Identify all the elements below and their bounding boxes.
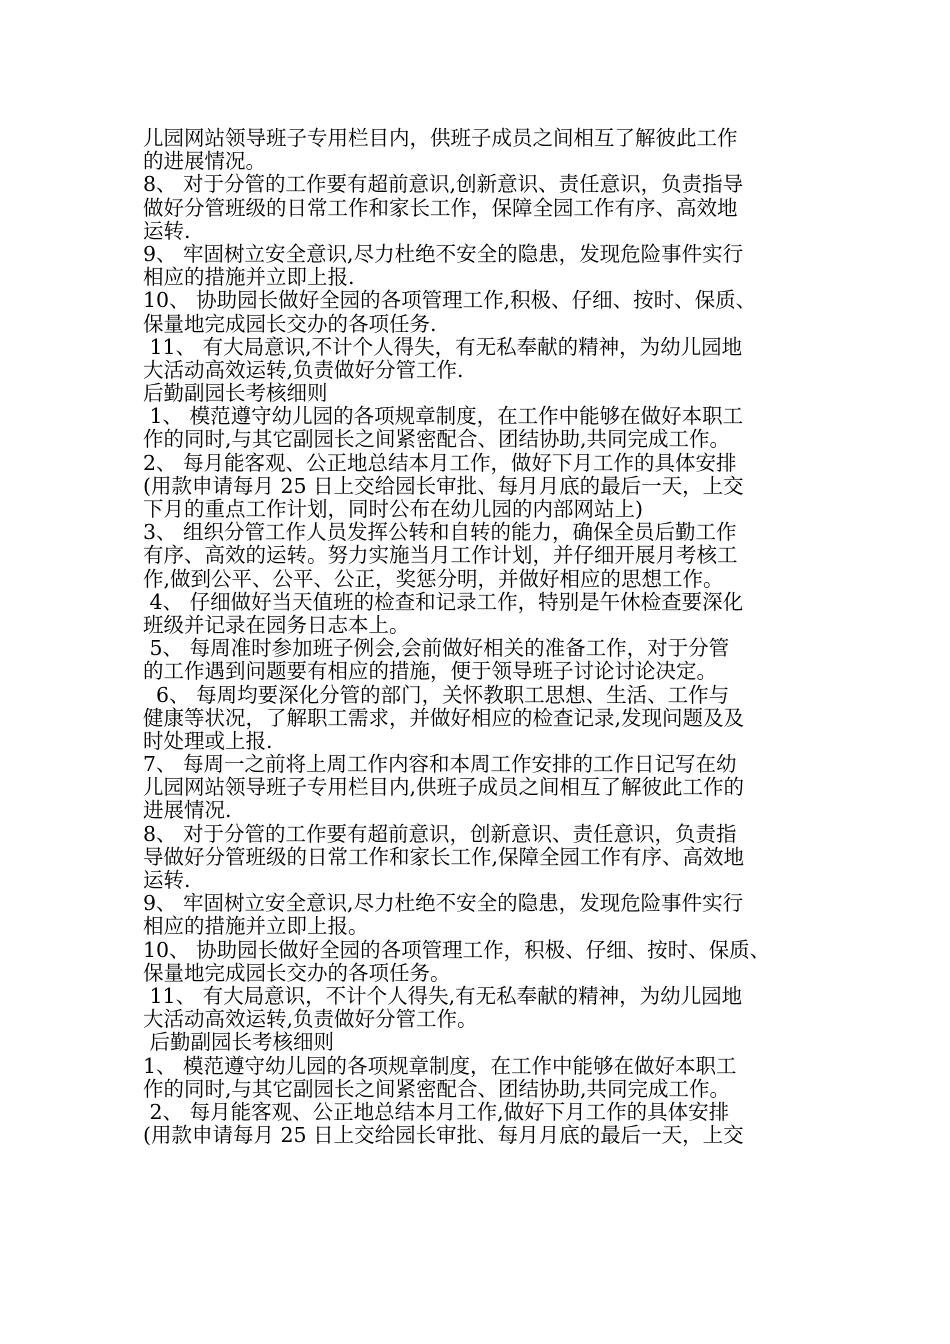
text-line: 作,做到公平、公平、公正，奖惩分明，并做好相应的思想工作。 bbox=[143, 566, 724, 591]
text-line: 6、 每周均要深化分管的部门，关怀教职工思想、生活、工作与 bbox=[143, 682, 730, 707]
text-line: 11、 有大局意识，不计个人得失,有无私奉献的精神，为幼儿园地 bbox=[143, 983, 743, 1008]
text-line: 5、 每周准时参加班子例会,会前做好相关的准备工作，对于分管 bbox=[143, 636, 730, 661]
text-line: 保量地完成园长交办的各项任务. bbox=[143, 311, 437, 336]
text-line: (用款申请每月 25 日上交给园长审批、每月月底的最后一天，上交 bbox=[143, 1123, 744, 1148]
text-line: 相应的措施并立即上报。 bbox=[143, 914, 369, 939]
text-line: 儿园网站领导班子专用栏目内，供班子成员之间相互了解彼此工作 bbox=[143, 126, 738, 150]
text-line: 健康等状况，了解职工需求，并做好相应的检查记录,发现问题及及 bbox=[143, 705, 745, 730]
text-line: 时处理或上报. bbox=[143, 728, 273, 753]
text-line: 11、 有大局意识,不计个人得失，有无私奉献的精神，为幼儿园地 bbox=[143, 334, 743, 359]
text-line: 1、 模范遵守幼儿园的各项规章制度，在工作中能够在做好本职工 bbox=[143, 404, 744, 429]
text-line: 的进展情况。 bbox=[143, 149, 266, 174]
text-line: 2、 每月能客观、公正地总结本月工作，做好下月工作的具体安排 bbox=[143, 450, 737, 475]
text-line: 2、 每月能客观、公正地总结本月工作,做好下月工作的具体安排 bbox=[143, 1099, 730, 1124]
text-line: 的工作遇到问题要有相应的措施，便于领导班子讨论讨论决定。 bbox=[143, 659, 717, 684]
text-line: 大活动高效运转,负责做好分管工作. bbox=[143, 357, 464, 382]
text-line: 保量地完成园长交办的各项任务。 bbox=[143, 960, 451, 985]
text-line: 儿园网站领导班子专用栏目内,供班子成员之间相互了解彼此工作的 bbox=[143, 775, 745, 800]
text-line: 7、 每周一之前将上周工作内容和本周工作安排的工作日记写在幼 bbox=[143, 752, 737, 777]
text-line: (用款申请每月 25 日上交给园长审批、每月月底的最后一天，上交 bbox=[143, 473, 744, 498]
text-line: 8、 对于分管的工作要有超前意识,创新意识、责任意识，负责指导 bbox=[143, 172, 744, 197]
text-line: 8、 对于分管的工作要有超前意识，创新意识、责任意识，负责指 bbox=[143, 821, 737, 846]
text-line: 下月的重点工作计划，同时公布在幼儿园的内部网站上) bbox=[143, 497, 643, 521]
text-line: 9、 牢固树立安全意识,尽力杜绝不安全的隐患，发现危险事件实行 bbox=[143, 241, 744, 266]
text-line: 导做好分管班级的日常工作和家长工作,保障全园工作有序、高效地 bbox=[143, 844, 745, 869]
section-heading: 后勤副园长考核细则 bbox=[143, 1030, 335, 1055]
document-body bbox=[143, 127, 833, 1147]
text-line: 作的同时,与其它副园长之间紧密配合、团结协助,共同完成工作。 bbox=[143, 427, 731, 452]
text-line: 9、 牢固树立安全意识,尽力杜绝不安全的隐患，发现危险事件实行 bbox=[143, 891, 744, 916]
text-line: 3、 组织分管工作人员发挥公转和自转的能力，确保全员后勤工作 bbox=[143, 520, 737, 545]
text-line: 作的同时,与其它副园长之间紧密配合、团结协助,共同完成工作。 bbox=[143, 1076, 731, 1101]
text-line: 班级并记录在园务日志本上。 bbox=[143, 612, 410, 637]
text-line: 10、 协助园长做好全园的各项管理工作,积极、仔细、按时、保质、 bbox=[143, 288, 757, 313]
text-line: 做好分管班级的日常工作和家长工作，保障全园工作有序、高效地 bbox=[143, 195, 738, 220]
text-line: 1、 模范遵守幼儿园的各项规章制度，在工作中能够在做好本职工 bbox=[143, 1053, 737, 1078]
text-line: 大活动高效运转,负责做好分管工作。 bbox=[143, 1007, 478, 1032]
text-line: 运转. bbox=[143, 218, 191, 243]
section-heading: 后勤副园长考核细则 bbox=[143, 381, 328, 406]
text-line: 相应的措施并立即上报. bbox=[143, 265, 355, 290]
text-line: 10、 协助园长做好全园的各项管理工作，积极、仔细、按时、保质、 bbox=[143, 937, 771, 962]
text-line: 进展情况. bbox=[143, 798, 232, 823]
text-line: 运转. bbox=[143, 868, 191, 892]
text-line: 有序、高效的运转。努力实施当月工作计划，并仔细开展月考核工 bbox=[143, 543, 738, 568]
text-line: 4、 仔细做好当天值班的检查和记录工作，特别是午休检查要深化 bbox=[143, 589, 744, 614]
